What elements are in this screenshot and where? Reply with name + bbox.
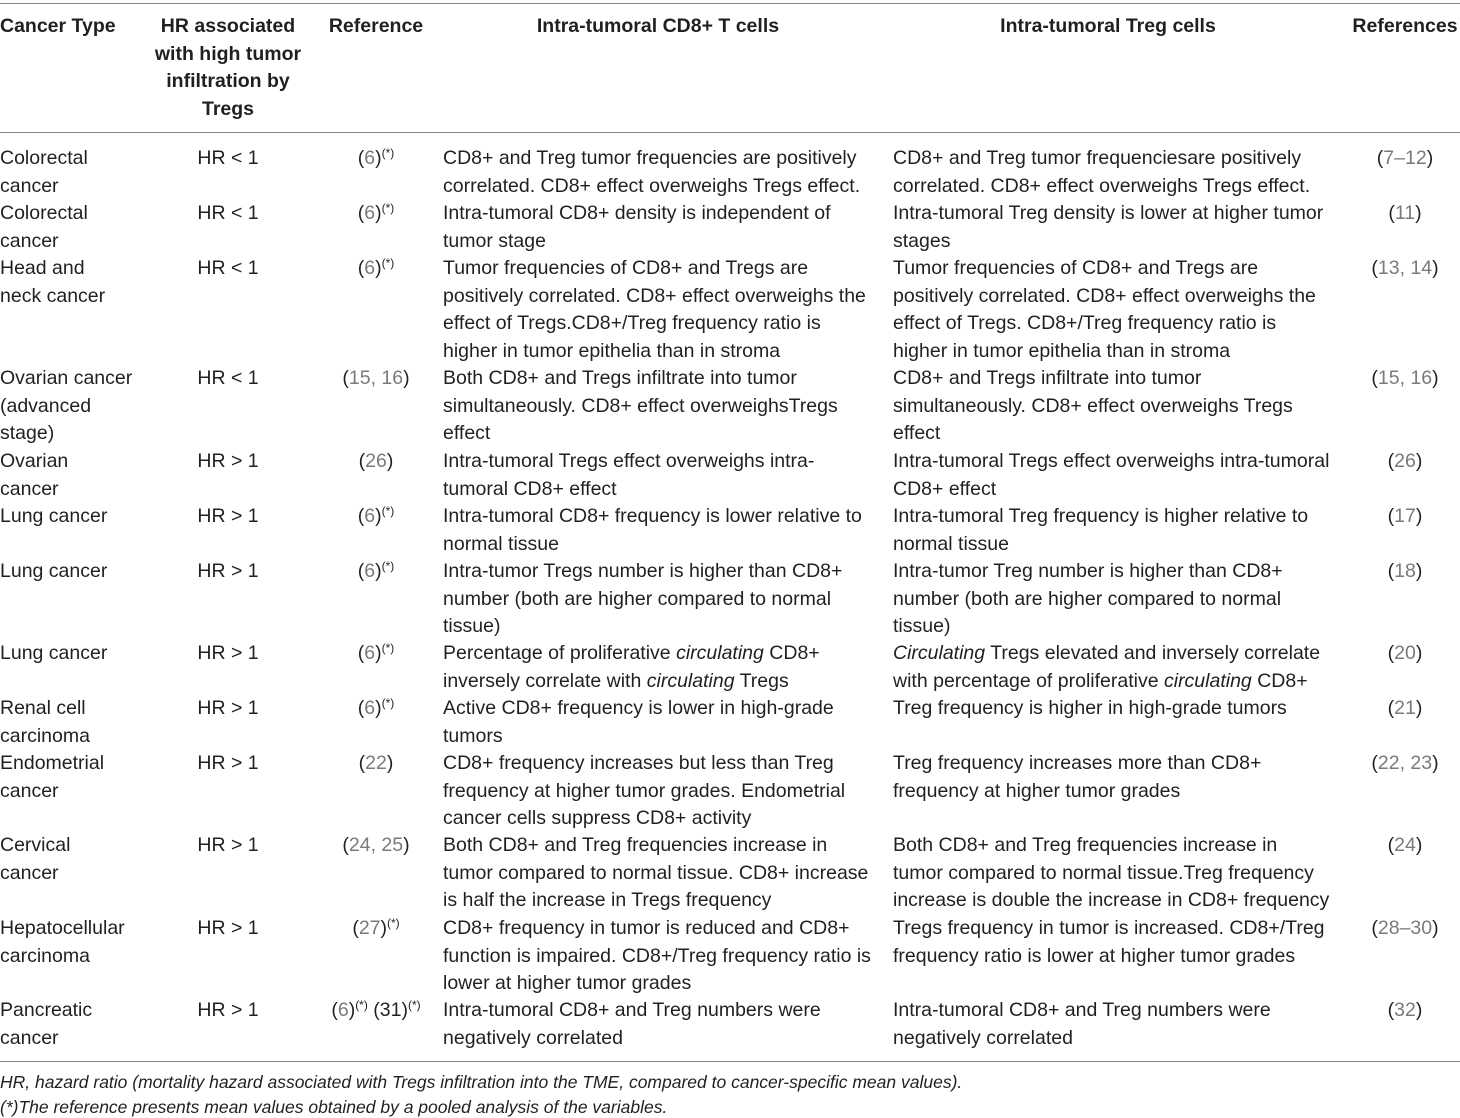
cancer-type-cell: Endometrial — [0, 752, 105, 774]
reference-number: 6 — [364, 147, 376, 169]
reference-star: (*) — [355, 998, 368, 1012]
cd8-cell: Both CD8+ and Tregs infiltrate into tumor — [443, 367, 797, 389]
hr-cell: HR > 1 — [197, 505, 259, 527]
reference-paren: ( — [357, 642, 365, 664]
reference-paren: ( — [342, 367, 349, 389]
cd8-cell: correlated. CD8+ effect overweighs Tregs effect. — [443, 174, 861, 197]
references-number: 20 — [1394, 642, 1416, 664]
header-hr-line: with high tumor — [154, 42, 302, 65]
references-paren: ) — [1415, 505, 1423, 527]
reference-paren: ( — [342, 834, 349, 856]
references-paren: ) — [1415, 999, 1423, 1021]
reference-paren: ( — [357, 560, 365, 582]
references-cell — [1343, 200, 1460, 228]
hr-cell: HR > 1 — [197, 642, 259, 664]
treg-cell: CD8+ and Tregs infiltrate into tumor — [893, 367, 1202, 389]
header-hr-line: HR associated — [160, 15, 296, 37]
references-paren: ( — [1387, 505, 1395, 527]
references-number: 17 — [1394, 505, 1416, 527]
reference-number: 6 — [364, 505, 376, 527]
reference-star: (*) — [381, 504, 395, 518]
hr-cell: HR > 1 — [197, 752, 259, 774]
cd8-cell: tissue) — [443, 615, 501, 637]
reference-cell — [316, 145, 436, 173]
treg-cell: Treg frequency is higher in high-grade tumors — [893, 697, 1287, 719]
treg-cell: normal tissue — [893, 532, 1009, 555]
cd8-cell: tumor stage — [443, 229, 546, 252]
cancer-type-cell: Hepatocellular — [0, 917, 125, 939]
reference-paren: ) — [375, 202, 382, 224]
treg-cell: higher in tumor epithelia than in stroma — [893, 339, 1231, 362]
references-paren: ( — [1371, 752, 1378, 774]
treg-cell: frequency at higher tumor grades — [893, 779, 1181, 802]
reference-cell — [316, 448, 436, 476]
references-paren: ( — [1371, 367, 1378, 389]
references-number: 28–30 — [1377, 917, 1433, 939]
cancer-type-cell: carcinoma — [0, 724, 90, 747]
reference-paren: ) — [386, 752, 394, 774]
header-reference: Reference — [328, 15, 424, 37]
header-hr — [143, 13, 313, 123]
references-paren: ) — [1415, 642, 1423, 664]
cd8-cell: higher in tumor epithelia than in stroma — [443, 339, 781, 362]
hr-cell: HR < 1 — [197, 202, 259, 224]
cd8-cell-part: CD8+ — [763, 642, 820, 664]
treg-cell: simultaneously. CD8+ effect overweighs Tregs — [893, 394, 1293, 417]
reference-cell — [316, 503, 436, 531]
treg-cell-part: Tregs elevated and inversely correlate — [985, 642, 1321, 664]
references-cell — [1343, 695, 1460, 723]
reference-cell — [316, 750, 436, 778]
treg-cell: stages — [893, 229, 951, 252]
cancer-type-cell: cancer — [0, 174, 59, 197]
cd8-cell: Tumor frequencies of CD8+ and Tregs are — [443, 257, 809, 279]
reference-number: 6 — [337, 999, 349, 1021]
cancer-type-cell: (advanced — [0, 394, 92, 417]
references-cell — [1343, 145, 1460, 173]
reference-paren: ( — [358, 450, 366, 472]
cd8-cell: frequency at higher tumor grades. Endometrial — [443, 779, 846, 802]
references-paren: ( — [1387, 999, 1395, 1021]
treg-cell: number (both are higher compared to normal — [893, 587, 1282, 610]
reference-number: 22 — [365, 752, 387, 774]
cancer-type-cell: Ovarian cancer — [0, 367, 133, 389]
references-number: 7–12 — [1383, 147, 1427, 169]
reference-paren: ( — [357, 202, 365, 224]
cancer-type-cell: Renal cell — [0, 697, 86, 719]
cancer-type-cell: cancer — [0, 861, 59, 884]
references-paren: ( — [1387, 560, 1395, 582]
reference-number: 27 — [358, 917, 381, 939]
cd8-cell: number (both are higher compared to normal — [443, 587, 832, 610]
cd8-cell: CD8+ frequency increases but less than Treg — [443, 752, 834, 774]
treg-cell: Tregs frequency in tumor is increased. CD8+/Treg — [893, 917, 1325, 939]
references-paren: ) — [1415, 560, 1423, 582]
references-paren: ( — [1387, 834, 1395, 856]
references-paren: ) — [1415, 834, 1423, 856]
references-paren: ( — [1387, 697, 1395, 719]
reference-cell — [316, 365, 436, 393]
reference-number: 26 — [365, 450, 387, 472]
treg-cell-part: Circulating — [893, 642, 986, 664]
reference-cell — [316, 695, 436, 723]
references-paren: ) — [1415, 697, 1423, 719]
cancer-type-cell: Head and — [0, 257, 85, 279]
reference-paren: ) — [380, 917, 388, 939]
reference-paren: ) — [375, 505, 382, 527]
cancer-type-cell: carcinoma — [0, 944, 90, 967]
reference-number: 24, 25 — [348, 834, 404, 856]
references-cell — [1343, 750, 1460, 778]
hr-cell: HR > 1 — [197, 697, 259, 719]
references-paren: ) — [1432, 752, 1439, 774]
reference-number: 6 — [364, 697, 376, 719]
references-cell — [1343, 365, 1460, 393]
references-paren: ) — [1432, 257, 1439, 279]
reference-number: 15, 16 — [348, 367, 404, 389]
treg-cell: Intra-tumoral Tregs effect overweighs intra-tumoral — [893, 450, 1330, 472]
cancer-type-cell: cancer — [0, 779, 59, 802]
references-number: 32 — [1394, 999, 1416, 1021]
reference-paren: ( — [331, 999, 338, 1021]
cd8-cell: CD8+ frequency in tumor is reduced and CD8+ — [443, 917, 850, 939]
reference-number: 6 — [364, 202, 376, 224]
references-paren: ( — [1371, 917, 1378, 939]
cancer-type-cell: Lung cancer — [0, 642, 108, 664]
reference-star: (*) — [381, 696, 395, 710]
reference-paren: ) — [375, 147, 382, 169]
reference-paren: ) — [375, 257, 382, 279]
hr-cell: HR < 1 — [197, 147, 259, 169]
cd8-cell: cancer cells suppress CD8+ activity — [443, 807, 752, 829]
reference-paren: ) — [403, 367, 410, 389]
cancer-type-cell: Colorectal — [0, 202, 88, 224]
table-top-rule — [0, 3, 1460, 4]
hr-cell: HR > 1 — [197, 450, 259, 472]
treg-cell: Intra-tumoral Treg frequency is higher relative to — [893, 505, 1309, 527]
cd8-cell: tumors — [443, 724, 503, 747]
treg-cell-part: with percentage of proliferative — [893, 669, 1164, 692]
cd8-cell: tumoral CD8+ effect — [443, 477, 617, 500]
references-paren: ( — [1387, 642, 1395, 664]
reference-number: 31 — [379, 999, 402, 1021]
header-hr-line: Tregs — [201, 97, 255, 120]
cancer-type-cell: Ovarian — [0, 450, 69, 472]
references-cell — [1343, 558, 1460, 586]
header-references: References — [1352, 15, 1458, 37]
references-number: 24 — [1394, 834, 1416, 856]
references-number: 13, 14 — [1377, 257, 1433, 279]
references-number: 18 — [1394, 560, 1416, 582]
cd8-cell-part: Tregs — [734, 669, 789, 692]
hr-cell: HR < 1 — [197, 367, 259, 389]
treg-cell: Intra-tumor Treg number is higher than CD8+ — [893, 560, 1283, 582]
hr-cell: HR < 1 — [197, 257, 259, 279]
reference-paren: ) — [403, 834, 410, 856]
cancer-type-cell: cancer — [0, 229, 59, 252]
cancer-type-cell: cancer — [0, 477, 59, 500]
reference-star: (*) — [381, 641, 395, 655]
references-cell — [1343, 915, 1460, 943]
cancer-type-cell: Pancreatic — [0, 999, 93, 1021]
references-cell — [1343, 448, 1460, 476]
references-paren: ) — [1415, 202, 1422, 224]
treg-cell: Intra-tumoral CD8+ and Treg numbers were — [893, 999, 1271, 1021]
references-paren: ( — [1371, 257, 1378, 279]
treg-cell: Tumor frequencies of CD8+ and Tregs are — [893, 257, 1259, 279]
reference-cell — [316, 558, 436, 586]
treg-cell-part: circulating — [1163, 669, 1252, 692]
cd8-cell: simultaneously. CD8+ effect overweighsTregs — [443, 394, 838, 417]
references-paren: ) — [1432, 917, 1439, 939]
reference-paren: ) — [375, 697, 382, 719]
cancer-type-cell: neck cancer — [0, 284, 106, 307]
reference-star: (*) — [381, 201, 395, 215]
references-number: 22, 23 — [1377, 752, 1433, 774]
references-cell — [1343, 640, 1460, 668]
treg-cell — [893, 640, 1320, 668]
reference-cell — [316, 915, 436, 943]
cd8-cell — [443, 668, 789, 696]
references-paren: ) — [1432, 367, 1439, 389]
reference-paren: ) — [375, 560, 382, 582]
cancer-type-cell: Lung cancer — [0, 505, 108, 527]
references-number: 11 — [1394, 202, 1416, 224]
cancer-type-cell: Lung cancer — [0, 560, 108, 582]
cd8-cell: Intra-tumoral Tregs effect overweighs intra- — [443, 450, 815, 472]
treg-cell-part: CD8+ — [1251, 669, 1308, 692]
hr-cell: HR > 1 — [197, 560, 259, 582]
cd8-cell: tumor compared to normal tissue. CD8+ increase — [443, 861, 869, 884]
treg-cell: tissue) — [893, 615, 951, 637]
reference-star: (*) — [381, 146, 395, 160]
treg-cell: positively correlated. CD8+ effect overweighs the — [893, 284, 1316, 307]
reference-paren: ) — [348, 999, 356, 1021]
treg-cell: effect of Tregs. CD8+/Treg frequency ratio is — [893, 312, 1277, 334]
hr-cell: HR > 1 — [197, 834, 259, 856]
header-cd8: Intra-tumoral CD8+ T cells — [536, 15, 780, 37]
cancer-type-cell: cancer — [0, 1026, 59, 1049]
references-paren: ) — [1426, 147, 1434, 169]
cancer-type-cell: Colorectal — [0, 147, 88, 169]
cancer-type-cell: Cervical — [0, 834, 71, 856]
reference-number: 6 — [364, 257, 376, 279]
reference-cell — [316, 255, 436, 283]
treg-cell: negatively correlated — [893, 1026, 1073, 1049]
reference-star: (*) — [387, 916, 400, 930]
reference-paren: ( — [358, 752, 366, 774]
cd8-cell: effect of Tregs.CD8+/Treg frequency ratio is — [443, 312, 821, 334]
reference-cell — [316, 640, 436, 668]
treg-cell: increase is double the increase in CD8+ frequency — [893, 889, 1330, 911]
hr-cell: HR > 1 — [197, 917, 259, 939]
treg-cell: tumor compared to normal tissue.Treg frequency — [893, 861, 1314, 884]
reference-paren: ) — [386, 450, 394, 472]
treg-cell: CD8+ effect — [893, 477, 997, 500]
reference-paren: ( — [357, 697, 365, 719]
reference-paren: ( — [357, 147, 365, 169]
footnote-star: (*)The reference presents mean values obtained by a pooled analysis of the variables. — [0, 1097, 668, 1117]
cd8-cell: positively correlated. CD8+ effect overweighs the — [443, 284, 866, 307]
reference-paren: ( — [352, 917, 359, 939]
cd8-cell: effect — [443, 422, 491, 444]
cd8-cell: CD8+ and Treg tumor frequencies are positively — [443, 147, 857, 169]
references-cell — [1343, 255, 1460, 283]
header-bottom-rule — [0, 132, 1460, 133]
treg-cell: frequency ratio is lower at higher tumor grades — [893, 944, 1296, 967]
reference-paren: ( — [357, 257, 365, 279]
references-cell — [1343, 832, 1460, 860]
treg-cell — [893, 668, 1308, 696]
cd8-cell: function is impaired. CD8+/Treg frequency ratio is — [443, 944, 871, 967]
header-cancer-type: Cancer Type — [0, 15, 116, 37]
cd8-cell: is half the increase in Tregs frequency — [443, 889, 772, 911]
cd8-cell-part: circulating — [676, 642, 764, 664]
references-paren: ( — [1388, 202, 1395, 224]
references-paren: ) — [1415, 450, 1423, 472]
reference-star: (*) — [407, 998, 421, 1012]
references-cell — [1343, 997, 1460, 1025]
treg-cell: Both CD8+ and Treg frequencies increase in — [893, 834, 1278, 856]
header-hr-line: infiltration by — [166, 70, 290, 92]
cd8-cell: Active CD8+ frequency is lower in high-grade — [443, 697, 834, 719]
reference-cell: (6)(*) (31)(*) — [331, 998, 421, 1021]
cd8-cell — [443, 640, 820, 668]
references-paren: ( — [1376, 147, 1384, 169]
treg-cell: correlated. CD8+ effect overweighs Tregs effect. — [893, 174, 1311, 197]
cd8-cell: Intra-tumoral CD8+ density is independent of — [443, 202, 831, 224]
references-paren: ( — [1387, 450, 1395, 472]
reference-number: 6 — [364, 560, 376, 582]
reference-paren: ( — [357, 505, 365, 527]
references-number: 21 — [1394, 697, 1416, 719]
cd8-cell: Intra-tumor Tregs number is higher than CD8+ — [443, 560, 843, 582]
treg-cell: CD8+ and Treg tumor frequenciesare positively — [893, 147, 1302, 169]
reference-star: (*) — [381, 559, 395, 573]
reference-cell — [316, 200, 436, 228]
treg-cell: Intra-tumoral Treg density is lower at higher tumor — [893, 202, 1324, 224]
cd8-cell: negatively correlated — [443, 1026, 623, 1049]
cd8-cell-part: circulating — [646, 669, 735, 692]
cd8-cell: Intra-tumoral CD8+ frequency is lower relative to — [443, 505, 862, 527]
table-bottom-rule — [0, 1061, 1460, 1062]
reference-number: 6 — [364, 642, 376, 664]
cd8-cell: Both CD8+ and Treg frequencies increase in — [443, 834, 828, 856]
reference-star: (*) — [381, 256, 395, 270]
cd8-cell-part: Percentage of proliferative — [443, 642, 677, 664]
reference-cell — [316, 832, 436, 860]
footnote-hr: HR, hazard ratio (mortality hazard associated with Tregs infiltration into the TME, compared to cancer-specific mean values). — [0, 1072, 963, 1092]
treg-cell: Treg frequency increases more than CD8+ — [893, 752, 1262, 774]
treg-cell: effect — [893, 422, 941, 444]
header-treg: Intra-tumoral Treg cells — [1000, 15, 1216, 37]
cd8-cell: Intra-tumoral CD8+ and Treg numbers were — [443, 999, 821, 1021]
hr-cell: HR > 1 — [197, 999, 259, 1021]
references-number: 15, 16 — [1377, 367, 1433, 389]
cd8-cell-part: inversely correlate with — [443, 669, 647, 692]
reference-paren: ) — [375, 642, 382, 664]
cancer-type-cell: stage) — [0, 422, 55, 444]
cd8-cell: normal tissue — [443, 532, 559, 555]
references-number: 26 — [1394, 450, 1416, 472]
references-cell — [1343, 503, 1460, 531]
cd8-cell: lower at higher tumor grades — [443, 972, 692, 994]
